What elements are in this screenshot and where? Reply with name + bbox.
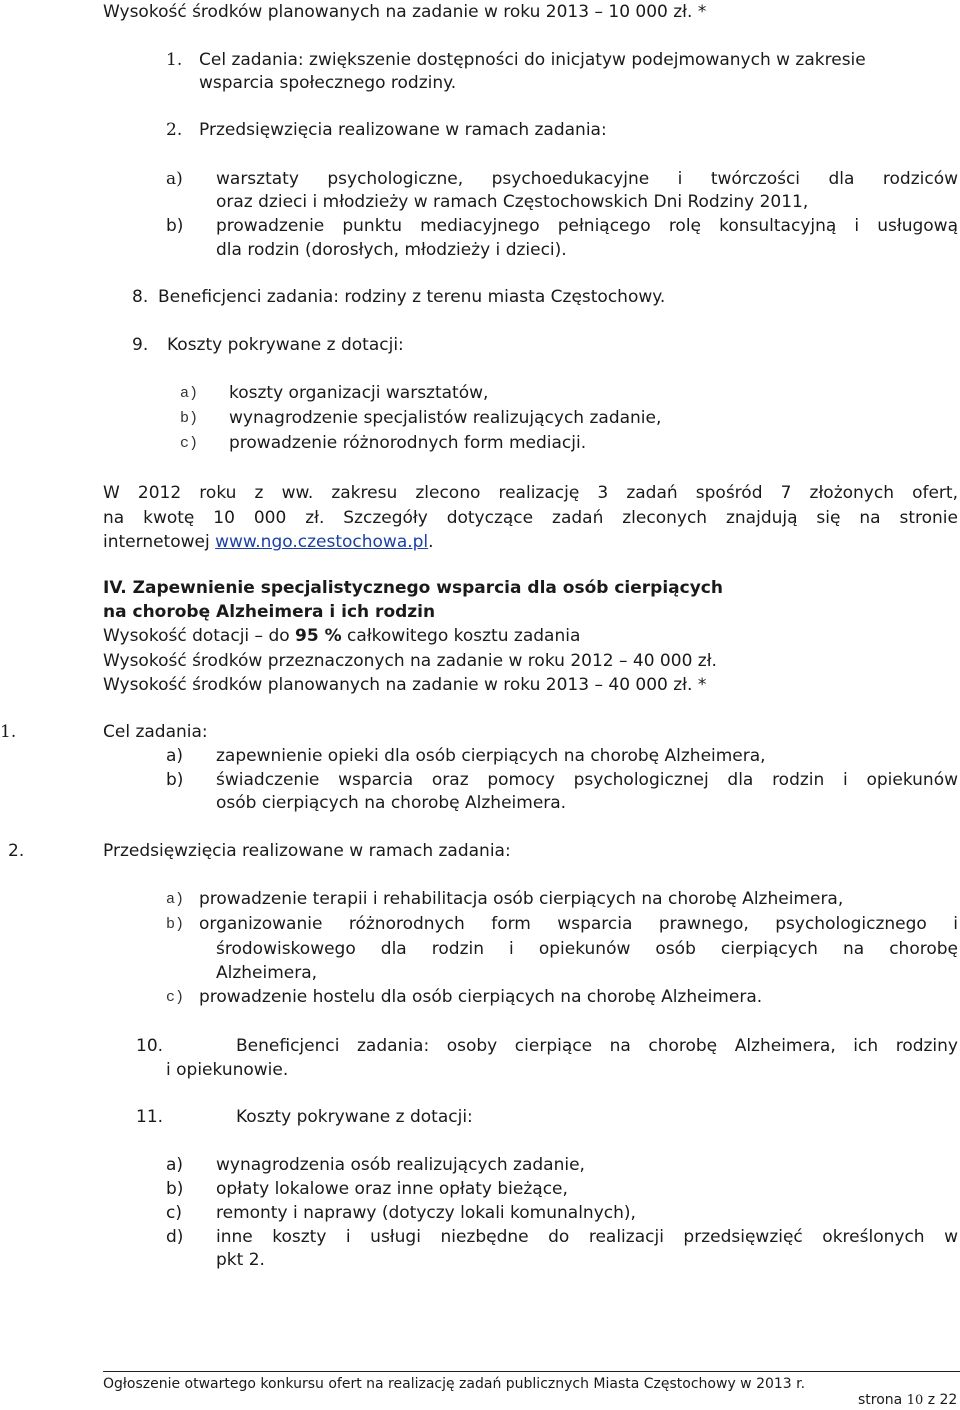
list-number: 10.: [136, 1036, 164, 1056]
activity-b-line-1: prowadzenie punktu mediacyjnego pełniącego rolę konsultacyjną i usługową: [216, 216, 958, 236]
goal-line-2: wsparcia społecznego rodziny.: [199, 73, 457, 93]
list-letter: c): [166, 1203, 182, 1223]
activity-a-line-1: warsztaty psychologiczne, psychoedukacyjne i twórczości dla rodziców: [216, 169, 958, 189]
summary-line-2: na kwotę 10 000 zł. Szczegóły dotyczące zadań zleconych znajdują się na stronie: [103, 508, 958, 528]
goal-b-line-2: osób cierpiących na chorobę Alzheimera.: [216, 793, 567, 813]
list-number: 2.: [8, 841, 25, 861]
goal-line-1: Cel zadania: zwiększenie dostępności do inicjatyw podejmowanych w zakresie: [199, 50, 866, 70]
activity-a-line-2: oraz dzieci i młodzieży w ramach Częstochowskich Dni Rodziny 2011,: [216, 192, 809, 212]
beneficiaries-alz-line-2: i opiekunowie.: [166, 1060, 289, 1080]
cost-alz-c: remonty i naprawy (dotyczy lokali komunalnych),: [216, 1203, 636, 1223]
section-title-line-2: na chorobę Alzheimera i ich rodzin: [103, 602, 436, 622]
beneficiaries-line: Beneficjenci zadania: rodziny z terenu miasta Częstochowy.: [158, 287, 666, 307]
footer-text: Ogłoszenie otwartego konkursu ofert na realizację zadań publicznych Miasta Częstochowy w 2013 r.: [103, 1376, 806, 1392]
activity-b-line-2: dla rodzin (dorosłych, młodzieży i dzieci).: [216, 240, 567, 260]
list-letter: a): [166, 746, 184, 766]
section-title-line-1: IV. Zapewnienie specjalistycznego wsparcia dla osób cierpiących: [103, 578, 723, 598]
list-letter: b): [180, 410, 199, 427]
list-letter: b): [166, 216, 184, 236]
activity-alz-b-line-1: organizowanie różnorodnych form wsparcia prawnego, psychologicznego i: [199, 914, 958, 934]
goal-heading: Cel zadania:: [103, 722, 208, 742]
subsidy-amount-line: Wysokość dotacji – do 95 % całkowitego kosztu zadania: [103, 626, 581, 646]
activity-alz-a: prowadzenie terapii i rehabilitacja osób cierpiących na chorobę Alzheimera,: [199, 889, 844, 909]
cost-alz-d-line-1: inne koszty i usługi niezbędne do realizacji przedsięwzięć określonych w: [216, 1227, 958, 1247]
list-letter: b): [166, 770, 184, 790]
budget-2012-line: Wysokość środków przeznaczonych na zadanie w roku 2012 – 40 000 zł.: [103, 651, 717, 671]
page-number: strona 10 z 22: [858, 1392, 958, 1408]
list-number: 11.: [136, 1107, 164, 1127]
list-letter: a): [166, 1155, 184, 1175]
list-letter: b): [166, 916, 185, 933]
list-letter: b): [166, 1179, 184, 1199]
list-letter: d): [166, 1227, 184, 1247]
activities-heading-alz: Przedsięwzięcia realizowane w ramach zadania:: [103, 841, 511, 861]
beneficiaries-alz-line-1: Beneficjenci zadania: osoby cierpiące na chorobę Alzheimera, ich rodziny: [236, 1036, 958, 1056]
list-number: 9.: [132, 335, 149, 355]
activity-alz-c: prowadzenie hostelu dla osób cierpiących na chorobę Alzheimera.: [199, 987, 763, 1007]
activity-alz-b-line-2: środowiskowego dla rodzin i opiekunów osób cierpiących na chorobę: [216, 939, 958, 959]
list-number: 2.: [166, 120, 183, 140]
list-number: 8.: [132, 287, 149, 307]
section-number: IV.: [103, 578, 127, 598]
cost-alz-d-line-2: pkt 2.: [216, 1250, 265, 1270]
cost-a: koszty organizacji warsztatów,: [229, 383, 489, 403]
costs-heading-alz: Koszty pokrywane z dotacji:: [236, 1107, 473, 1127]
goal-a: zapewnienie opieki dla osób cierpiących na chorobę Alzheimera,: [216, 746, 766, 766]
budget-2013-line: Wysokość środków planowanych na zadanie w roku 2013 – 10 000 zł. *: [103, 2, 707, 22]
list-letter: a): [166, 891, 185, 908]
cost-b: wynagrodzenie specjalistów realizujących zadanie,: [229, 408, 662, 428]
list-letter: c): [166, 989, 185, 1006]
list-number: 1.: [166, 50, 183, 70]
cost-alz-b: opłaty lokalowe oraz inne opłaty bieżące,: [216, 1179, 568, 1199]
activities-heading: Przedsięwzięcia realizowane w ramach zadania:: [199, 120, 607, 140]
activity-alz-b-line-3: Alzheimera,: [216, 963, 318, 983]
list-letter: c): [180, 435, 199, 452]
cost-alz-a: wynagrodzenia osób realizujących zadanie,: [216, 1155, 585, 1175]
costs-heading: Koszty pokrywane z dotacji:: [167, 335, 404, 355]
budget-2013-line-alz: Wysokość środków planowanych na zadanie w roku 2013 – 40 000 zł. *: [103, 675, 707, 695]
summary-line-3: internetowej www.ngo.czestochowa.pl.: [103, 532, 434, 552]
summary-line-1: W 2012 roku z ww. zakresu zlecono realizację 3 zadań spośród 7 złożonych ofert,: [103, 483, 958, 503]
ngo-website-link[interactable]: www.ngo.czestochowa.pl: [215, 532, 429, 552]
goal-b-line-1: świadczenie wsparcia oraz pomocy psychologicznej dla rodzin i opiekunów: [216, 770, 958, 790]
list-number: 1.: [0, 722, 17, 742]
list-letter: a): [180, 385, 199, 402]
footer-divider: [103, 1371, 960, 1372]
cost-c: prowadzenie różnorodnych form mediacji.: [229, 433, 587, 453]
list-letter: a): [166, 169, 183, 189]
